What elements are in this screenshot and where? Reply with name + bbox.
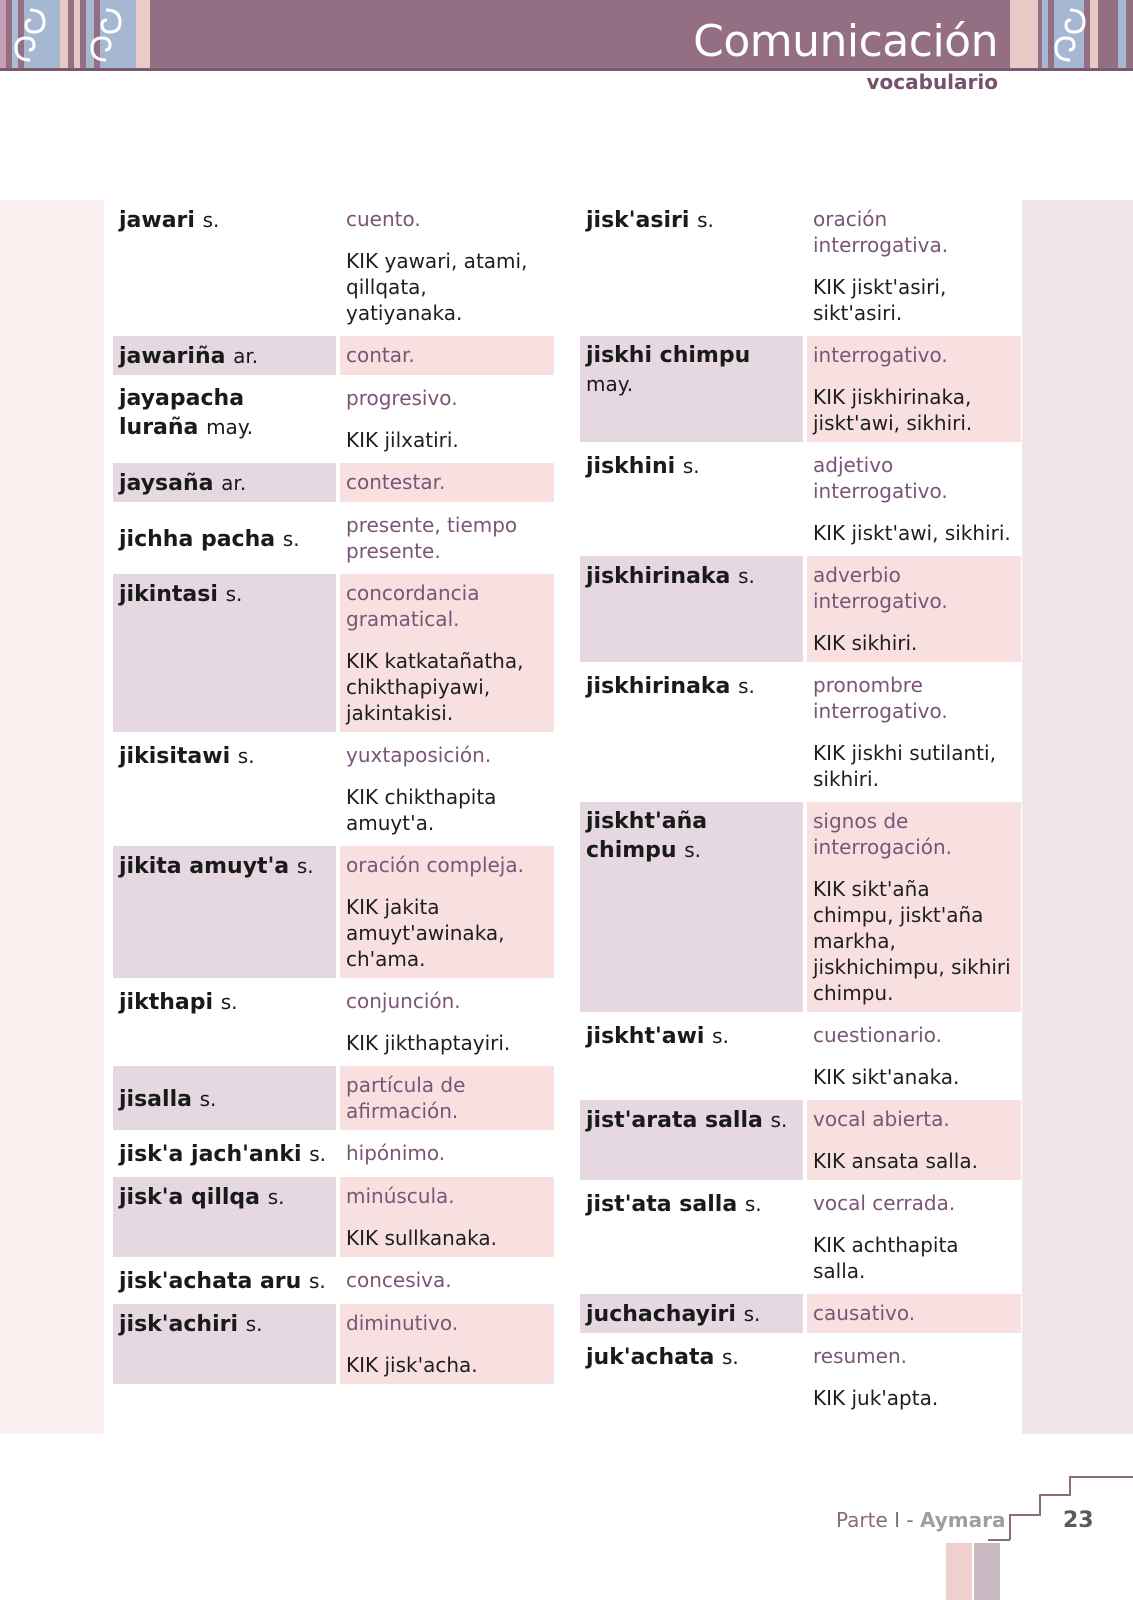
vocab-definition: contestar. xyxy=(346,470,446,494)
vocab-term xyxy=(113,1134,336,1173)
vocab-synonyms: KIK chikthapita amuyt'a. xyxy=(346,785,497,835)
vocab-term xyxy=(580,336,803,442)
vocab-term xyxy=(113,506,336,570)
left-margin-tint xyxy=(0,200,104,1434)
vocab-entry xyxy=(580,1337,1021,1417)
vocab-definition: vocal cerrada. xyxy=(813,1191,956,1215)
vocab-definitions xyxy=(340,336,554,375)
vocab-part-of-speech: s. xyxy=(697,208,714,232)
vocab-entry xyxy=(113,1261,554,1300)
page-title: Comunicación xyxy=(693,16,998,67)
vocab-term xyxy=(580,1100,803,1180)
vocab-term-line xyxy=(119,385,330,442)
vocab-term xyxy=(113,336,336,375)
vocab-term-word: jist'ata salla xyxy=(586,1192,738,1217)
vocab-term-word: jisalla xyxy=(119,1086,192,1112)
vocab-entry xyxy=(580,1100,1021,1180)
vocab-definition: adjetivo interrogativo. xyxy=(813,453,948,503)
vocab-term-line xyxy=(119,206,330,235)
vocab-term-word: juchachayiri xyxy=(586,1302,736,1327)
vocab-definition: contar. xyxy=(346,343,415,367)
vocab-term xyxy=(580,1337,803,1417)
vocab-entry xyxy=(113,736,554,842)
vocab-synonyms: KIK jakita amuyt'awinaka, ch'ama. xyxy=(346,895,505,971)
vocab-term xyxy=(580,666,803,798)
vocab-term xyxy=(113,200,336,332)
spiral-ornament-icon xyxy=(0,0,160,70)
vocab-definition: oración compleja. xyxy=(346,853,524,877)
vocab-definition: signos de interrogación. xyxy=(813,809,953,859)
vocab-synonyms: KIK jiskhi sutilanti, sikhiri. xyxy=(813,741,996,791)
vocab-term-line xyxy=(119,469,330,498)
vocab-term-word: jist'arata salla xyxy=(586,1108,763,1133)
vocab-term-word: jiskhi chimpu xyxy=(586,343,751,368)
vocab-definitions xyxy=(807,802,1021,1012)
vocab-definitions xyxy=(340,846,554,978)
vocab-term-word: jikintasi xyxy=(119,582,218,607)
vocab-definition: pronombre interrogativo. xyxy=(813,673,948,723)
vocab-synonyms: KIK juk'apta. xyxy=(813,1386,939,1410)
vocab-part-of-speech: may. xyxy=(586,372,634,396)
vocab-definitions xyxy=(807,556,1021,662)
vocab-definition: interrogativo. xyxy=(813,343,948,367)
vocab-term-line xyxy=(586,672,797,701)
entry-gap xyxy=(580,1417,1021,1421)
vocab-entry xyxy=(113,379,554,459)
vocab-synonyms: KIK sullkanaka. xyxy=(346,1226,497,1250)
vocab-synonyms: KIK sikhiri. xyxy=(813,631,918,655)
vocab-term-line xyxy=(119,1267,330,1296)
vocab-definitions xyxy=(340,379,554,459)
vocab-synonyms: KIK ansata salla. xyxy=(813,1149,978,1173)
vocab-term-line xyxy=(586,562,797,591)
vocab-definition: concordancia gramatical. xyxy=(346,581,480,631)
vocab-term-line xyxy=(586,1300,797,1329)
vocab-definition: causativo. xyxy=(813,1301,916,1325)
vocab-definitions xyxy=(807,1184,1021,1290)
vocab-definitions xyxy=(807,200,1021,332)
vocab-part-of-speech: s. xyxy=(267,1185,285,1209)
vocab-term-word: jaysaña xyxy=(119,471,214,496)
vocab-definitions xyxy=(340,736,554,842)
vocab-definitions xyxy=(807,1337,1021,1417)
vocab-term xyxy=(113,574,336,732)
vocab-term-word: jiskht'aña chimpu xyxy=(586,809,708,863)
vocab-definitions xyxy=(807,1294,1021,1333)
vocab-part-of-speech: s. xyxy=(770,1108,788,1132)
vocab-term-word: jikthapi xyxy=(119,990,214,1015)
page-subtitle: vocabulario xyxy=(866,70,998,94)
footer-part: Parte I xyxy=(836,1508,901,1532)
vocab-term-word: jawari xyxy=(119,208,195,233)
vocab-entry xyxy=(113,336,554,375)
vocab-entry xyxy=(113,1177,554,1257)
vocab-term-word: jiskhirinaka xyxy=(586,674,731,699)
entry-gap xyxy=(113,1384,554,1388)
vocab-part-of-speech: s. xyxy=(684,838,702,862)
vocab-part-of-speech: s. xyxy=(744,1192,762,1216)
vocab-definition: adverbio interrogativo. xyxy=(813,563,948,613)
vocab-term xyxy=(580,1294,803,1333)
vocab-term xyxy=(113,846,336,978)
vocab-part-of-speech: s. xyxy=(296,854,314,878)
vocab-definition: cuento. xyxy=(346,207,421,231)
vocab-definition: progresivo. xyxy=(346,386,458,410)
vocab-term xyxy=(580,556,803,662)
vocab-definitions xyxy=(340,574,554,732)
vocab-definition: resumen. xyxy=(813,1344,908,1368)
vocab-term-line xyxy=(119,1310,330,1339)
footer-part-label xyxy=(836,1508,1005,1532)
vocab-part-of-speech: s. xyxy=(712,1024,729,1048)
vocab-definitions xyxy=(340,200,554,332)
vocab-term xyxy=(113,463,336,502)
vocab-term xyxy=(113,1304,336,1384)
vocab-term-line xyxy=(586,1022,797,1051)
stair-ornament-icon xyxy=(940,1465,1133,1545)
vocab-part-of-speech: s. xyxy=(309,1142,327,1166)
header-stripe xyxy=(1010,0,1038,70)
vocab-term-word: jikita amuyt'a xyxy=(119,854,290,879)
vocab-definitions xyxy=(807,1100,1021,1180)
vocab-synonyms: KIK jiskt'awi, sikhiri. xyxy=(813,521,1011,545)
vocab-definitions xyxy=(340,463,554,502)
vocab-synonyms: KIK sikt'anaka. xyxy=(813,1065,960,1089)
vocab-term-word: jisk'a jach'anki xyxy=(119,1142,302,1167)
vocab-term-line xyxy=(119,1085,330,1114)
vocab-entry xyxy=(580,200,1021,332)
vocab-definition: presente, tiempo presente. xyxy=(346,513,518,563)
vocab-term-line xyxy=(586,1190,797,1219)
vocab-term xyxy=(580,1016,803,1096)
page-number: 23 xyxy=(1063,1508,1094,1533)
vocab-synonyms: KIK jisk'acha. xyxy=(346,1353,478,1377)
vocab-term xyxy=(580,446,803,552)
vocab-part-of-speech: s. xyxy=(738,674,755,698)
vocab-part-of-speech: s. xyxy=(245,1312,263,1336)
vocab-entry xyxy=(113,574,554,732)
vocab-term xyxy=(113,736,336,842)
right-margin-tint xyxy=(1022,200,1133,1434)
vocab-term-line xyxy=(119,1140,330,1169)
vocab-term-line xyxy=(119,988,330,1017)
vocab-definitions xyxy=(340,1134,554,1173)
spiral-ornament-icon xyxy=(1050,0,1110,70)
vocab-definitions xyxy=(340,506,554,570)
vocab-part-of-speech: s. xyxy=(220,990,238,1014)
vocab-synonyms: KIK jikthaptayiri. xyxy=(346,1031,511,1055)
vocab-definitions xyxy=(807,1016,1021,1096)
vocab-term-line xyxy=(586,206,797,235)
vocab-term-word: jisk'asiri xyxy=(586,208,690,233)
vocab-definitions xyxy=(340,1066,554,1130)
vocab-definition: partícula de afirmación. xyxy=(346,1073,466,1123)
vocab-term-word: jisk'achata aru xyxy=(119,1269,302,1294)
vocab-term xyxy=(580,802,803,1012)
vocab-term xyxy=(113,982,336,1062)
vocab-entry xyxy=(580,446,1021,552)
vocab-synonyms: KIK jilxatiri. xyxy=(346,428,459,452)
vocab-entry xyxy=(580,1294,1021,1333)
vocab-definitions xyxy=(340,982,554,1062)
vocab-definitions xyxy=(807,336,1021,442)
vocab-entry xyxy=(113,846,554,978)
vocab-part-of-speech: s. xyxy=(738,564,755,588)
vocab-synonyms: KIK jiskhirinaka, jiskt'awi, sikhiri. xyxy=(813,385,973,435)
vocab-entry xyxy=(113,1134,554,1173)
vocab-definition: minúscula. xyxy=(346,1184,455,1208)
vocab-term-line xyxy=(119,342,330,371)
vocab-term-word: jiskhini xyxy=(586,454,676,479)
vocab-part-of-speech: s. xyxy=(743,1302,761,1326)
vocab-term-line xyxy=(586,1343,797,1372)
vocab-term-line xyxy=(586,452,797,481)
vocab-part-of-speech: s. xyxy=(225,582,243,606)
vocab-term-line xyxy=(119,580,330,609)
vocab-entry xyxy=(113,982,554,1062)
vocab-entry xyxy=(113,200,554,332)
vocab-definition: hipónimo. xyxy=(346,1141,446,1165)
vocab-term-word: jayapacha luraña xyxy=(119,386,245,440)
vocab-term-word: jisk'achiri xyxy=(119,1312,239,1337)
vocab-term xyxy=(113,1261,336,1300)
vocab-synonyms: KIK sikt'aña chimpu, jiskt'aña markha, jiskhichimpu, sikhiri chimpu. xyxy=(813,877,1011,1005)
vocab-synonyms: KIK jiskt'asiri, sikt'asiri. xyxy=(813,275,947,325)
vocab-definitions xyxy=(340,1304,554,1384)
vocab-term-word: jisk'a qillqa xyxy=(119,1185,261,1210)
vocab-entry xyxy=(113,506,554,570)
vocab-term-word: jawariña xyxy=(119,344,226,369)
header-stripe xyxy=(1042,0,1048,70)
vocab-entry xyxy=(580,802,1021,1012)
vocab-term-line xyxy=(586,808,797,865)
vocab-part-of-speech: s. xyxy=(199,1086,217,1111)
vocab-definitions xyxy=(807,666,1021,798)
vocab-definition: oración interrogativa. xyxy=(813,207,949,257)
vocab-part-of-speech: s. xyxy=(202,208,220,232)
vocab-entry xyxy=(113,463,554,502)
vocab-synonyms: KIK achthapita salla. xyxy=(813,1233,959,1283)
header-stripe xyxy=(1118,0,1126,70)
vocab-definition: concesiva. xyxy=(346,1268,452,1292)
vocab-term-line xyxy=(586,342,797,399)
vocab-term-line xyxy=(586,1106,797,1135)
footer-separator: - xyxy=(900,1508,920,1532)
vocab-definition: vocal abierta. xyxy=(813,1107,950,1131)
vocab-part-of-speech: ar. xyxy=(233,344,259,368)
vocab-entry xyxy=(580,666,1021,798)
vocab-entry xyxy=(580,556,1021,662)
vocab-entry xyxy=(580,1016,1021,1096)
vocab-part-of-speech: s. xyxy=(309,1269,326,1293)
vocab-term-line xyxy=(119,852,330,881)
vocab-term-line xyxy=(119,525,330,554)
vocab-definition: cuestionario. xyxy=(813,1023,942,1047)
vocab-entry xyxy=(580,1184,1021,1290)
vocab-term-word: jichha pacha xyxy=(119,526,276,552)
vocab-definition: yuxtaposición. xyxy=(346,743,492,767)
vocab-term-word: jiskhirinaka xyxy=(586,564,731,589)
vocab-entry xyxy=(580,336,1021,442)
vocab-term-word: juk'achata xyxy=(586,1345,715,1370)
vocab-definitions xyxy=(340,1177,554,1257)
vocab-part-of-speech: s. xyxy=(237,744,255,768)
vocab-definitions xyxy=(340,1261,554,1300)
vocabulary-column-left xyxy=(113,200,554,1388)
vocab-definition: diminutivo. xyxy=(346,1311,459,1335)
vocab-entry xyxy=(113,1066,554,1130)
vocab-part-of-speech: s. xyxy=(682,454,700,478)
footer-bar xyxy=(974,1543,1000,1600)
vocab-term xyxy=(580,1184,803,1290)
vocab-term xyxy=(113,379,336,459)
vocab-term xyxy=(580,200,803,332)
vocab-term-word: jikisitawi xyxy=(119,744,231,769)
vocabulary-column-right xyxy=(580,200,1021,1421)
vocab-synonyms: KIK katkatañatha, chikthapiyawi, jakintakisi. xyxy=(346,649,524,725)
vocab-part-of-speech: may. xyxy=(206,415,254,439)
vocab-term-word: jiskht'awi xyxy=(586,1024,705,1049)
vocab-definitions xyxy=(807,446,1021,552)
vocab-term-line xyxy=(119,742,330,771)
vocab-term xyxy=(113,1177,336,1257)
vocab-term xyxy=(113,1066,336,1130)
footer-language: Aymara xyxy=(919,1508,1006,1532)
vocab-definition: conjunción. xyxy=(346,989,461,1013)
footer-bar xyxy=(946,1543,972,1600)
vocab-synonyms: KIK yawari, atami, qillqata, yatiyanaka. xyxy=(346,249,528,325)
vocab-part-of-speech: s. xyxy=(282,526,300,551)
vocab-part-of-speech: s. xyxy=(722,1345,739,1369)
vocab-term-line xyxy=(119,1183,330,1212)
vocab-part-of-speech: ar. xyxy=(221,471,247,495)
vocab-entry xyxy=(113,1304,554,1384)
